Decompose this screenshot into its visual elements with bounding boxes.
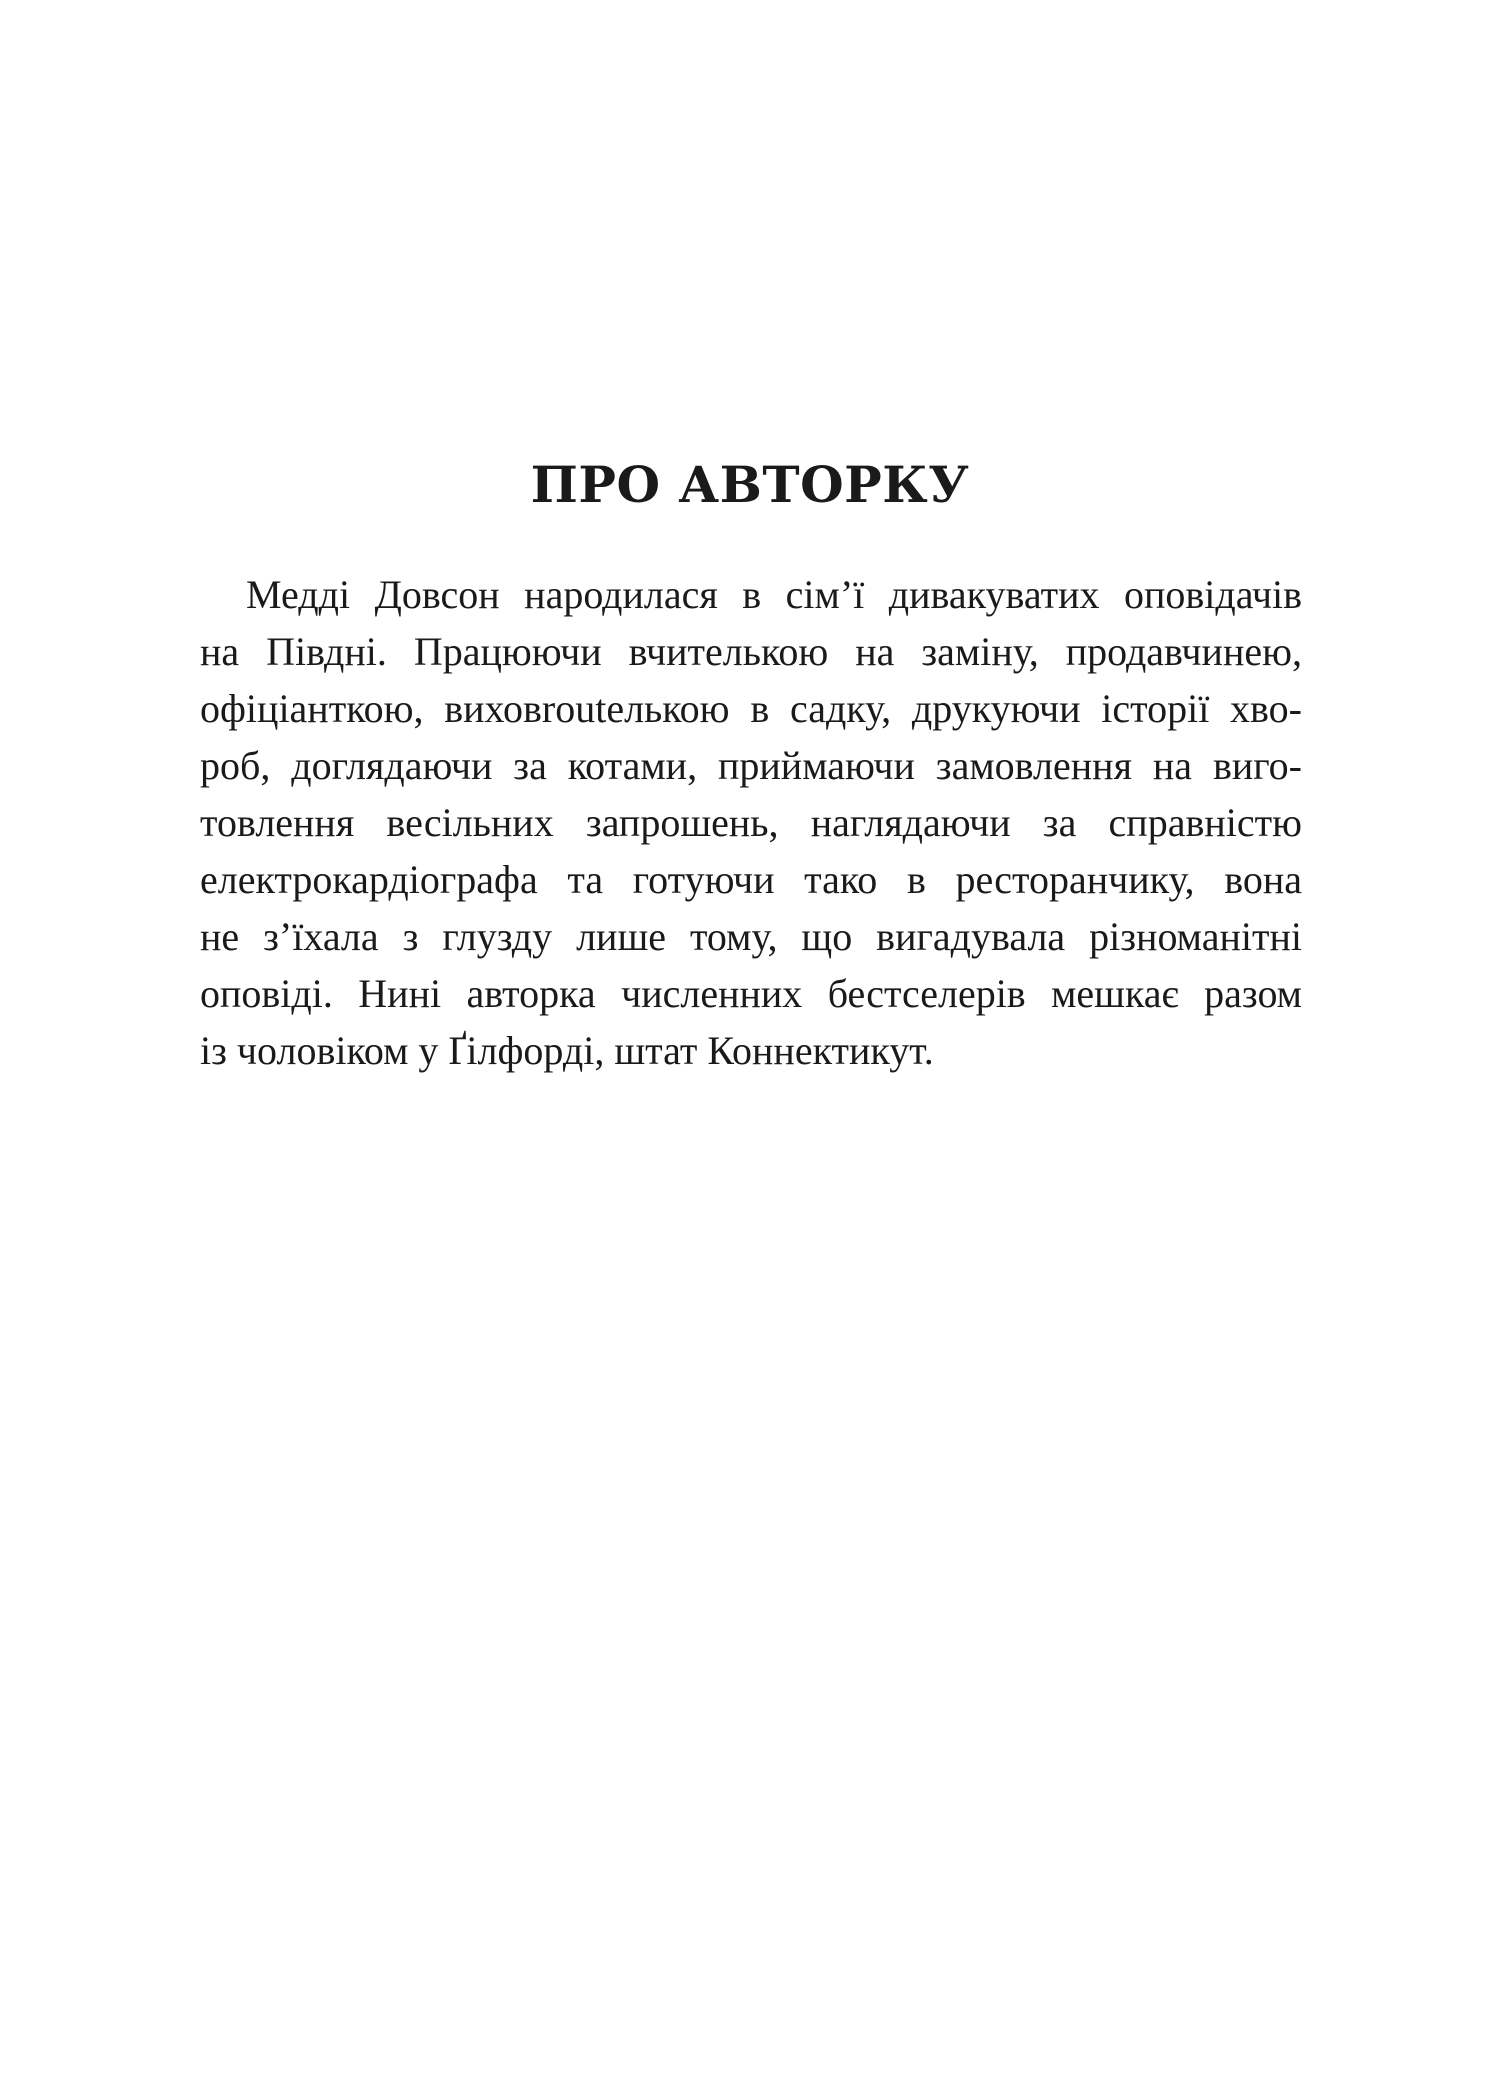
paragraph-line: Медді Довсон народилася в сім’ї дивакуватих оповідачів (246, 572, 1302, 617)
paragraph-line: товлення весільних запрошень, наглядаючи за справністю (200, 800, 1302, 845)
paragraph-line: електрокардіографа та готуючи тако в ресторанчику, вона (200, 857, 1302, 902)
page-title: ПРО АВТОРКУ (530, 455, 970, 514)
paragraph-line: оповіді. Нині авторка численних бестселерів мешкає разом (200, 971, 1302, 1016)
paragraph-line: не з’їхала з глузду лише тому, що вигадувала різноманітні (200, 914, 1302, 959)
author-bio-paragraph (200, 566, 1302, 1079)
paragraph-line: роб, доглядаючи за котами, приймаючи замовлення на виго- (200, 743, 1302, 788)
paragraph-line: на Півдні. Працюючи вчителькою на заміну, продавчинею, (200, 629, 1302, 674)
paragraph-line: офіціанткою, виховrouteлькою в садку, друкуючи історії хво- (200, 686, 1302, 731)
paragraph-line: із чоловіком у Ґілфорді, штат Коннектикут. (200, 1028, 934, 1073)
